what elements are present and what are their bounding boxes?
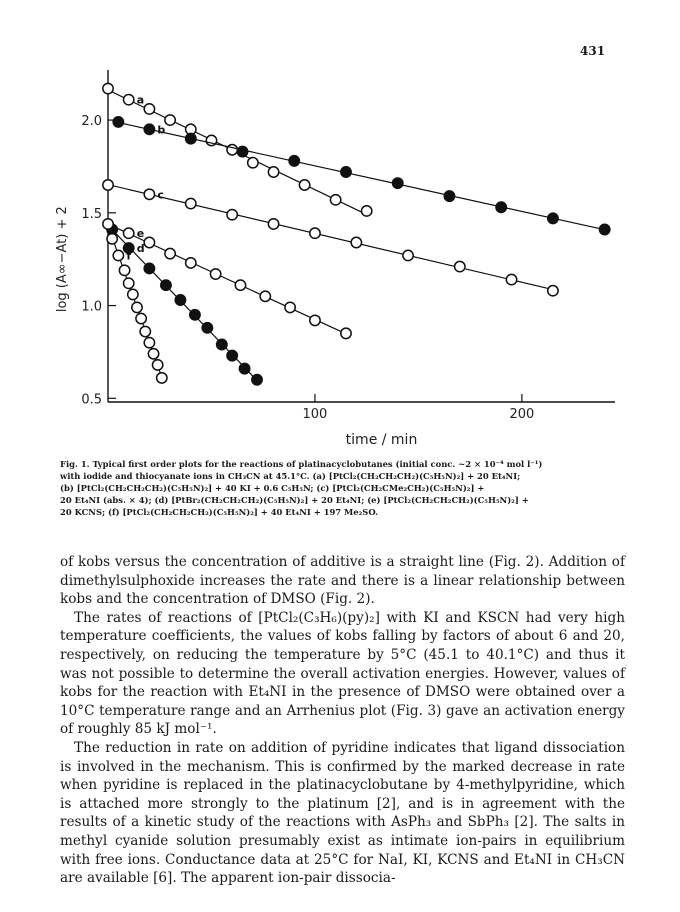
- data-point: [455, 261, 465, 271]
- data-point: [186, 198, 196, 208]
- body-paragraph: The rates of reactions of [PtCl₂(C₃H₆)(py)₂] with KI and KSCN had very high temperature coefficients, the values of kobs falling by factors of about 6 and 20, respectively, on reducing the temperature by 5°C (45.1 to 40.1°C) and thus it was not possible to determine the overall activation energies. However, values of kobs for the reaction with Et₄NI in the presence of DMSO were obtained over a 10°C temperature range and an Arrhenius plot (Fig. 3) gave an activation energy of roughly 85 kJ mol⁻¹.: [60, 609, 625, 738]
- data-point: [260, 291, 270, 301]
- data-point: [252, 375, 262, 385]
- data-point: [140, 326, 150, 336]
- y-axis-label: log (A∞−At) + 2: [55, 206, 70, 313]
- data-point: [186, 258, 196, 268]
- series-label: d: [136, 242, 145, 256]
- figure-1-chart: [50, 62, 630, 452]
- data-point: [144, 104, 154, 114]
- data-point: [103, 83, 113, 93]
- chart-series: [103, 83, 610, 385]
- data-point: [128, 289, 138, 299]
- data-point: [165, 115, 175, 125]
- x-axis-label: time / min: [345, 432, 418, 448]
- data-point: [299, 180, 309, 190]
- data-point: [227, 209, 237, 219]
- data-point: [113, 250, 123, 260]
- data-point: [119, 265, 129, 275]
- data-point: [330, 195, 340, 205]
- data-point: [165, 248, 175, 258]
- body-paragraph: The reduction in rate on addition of pyridine indicates that ligand dissociation is involved in the mechanism. This is confirmed by the marked decrease in rate when pyridine is replaced in the platinacyclobutane by 4-methylpyridine, which is attached more strongly to the platinum [2], and is in agreement with the results of a kinetic study of the reactions with AsPh₃ and SbPh₃ [2]. The salts in methyl cyanide solution presumably exist as intimate ion-pairs in equilibrium with free ions. Conductance data at 25°C for NaI, KI, KCNS and Et₄NI in CH₃CN are available [6]. The apparent ion-pair dissocia-: [60, 739, 625, 887]
- caption-line: with iodide and thiocyanate ions in CH₃CN at 45.1°C. (a) [PtCl₂(CH₂CH₂CH₂)(C₅H₅N)₂] + 20 Et₄NI;: [60, 471, 521, 481]
- data-point: [144, 263, 154, 273]
- data-point: [210, 269, 220, 279]
- data-point: [157, 373, 167, 383]
- data-point: [144, 189, 154, 199]
- data-point: [175, 295, 185, 305]
- data-point: [248, 158, 258, 168]
- data-point: [123, 228, 133, 238]
- data-point: [393, 178, 403, 188]
- data-point: [237, 146, 247, 156]
- data-point: [341, 167, 351, 177]
- series-label: b: [157, 123, 166, 137]
- series-label: a: [136, 93, 145, 107]
- series-label: e: [136, 227, 145, 241]
- data-point: [548, 286, 558, 296]
- data-point: [227, 350, 237, 360]
- caption-line: 20 KCNS; (f) [PtCl₂(CH₂CH₂CH₂)(C₅H₅N)₂] + 40 Et₄NI + 197 Me₂SO.: [60, 507, 379, 517]
- data-point: [361, 206, 371, 216]
- data-point: [548, 213, 558, 223]
- body-paragraph: of kobs versus the concentration of additive is a straight line (Fig. 2). Addition of dimethylsulphoxide increases the rate and there is a linear relationship between kobs and the concentration of DMSO (Fig. 2).: [60, 554, 625, 608]
- data-point: [285, 302, 295, 312]
- data-point: [268, 219, 278, 229]
- data-point: [186, 133, 196, 143]
- series-b: [113, 117, 610, 235]
- y-tick-label: 2.0: [81, 114, 102, 130]
- caption-line: (b) [PtCl₂(CH₂CH₂CH₂)(C₅H₅N)₂] + 40 KI + 0.6 C₅H₅N; (c) [PtCl₂(CH₂CMe₂CH₂)(C₅H₅N)₂] +: [60, 483, 485, 493]
- y-tick-label: 0.5: [81, 392, 102, 408]
- data-point: [144, 237, 154, 247]
- data-point: [289, 156, 299, 166]
- data-point: [444, 191, 454, 201]
- y-tick-label: 1.0: [81, 299, 102, 315]
- data-point: [310, 228, 320, 238]
- data-point: [103, 219, 113, 229]
- data-point: [268, 167, 278, 177]
- data-point: [496, 202, 506, 212]
- data-point: [152, 360, 162, 370]
- body-text: [60, 553, 625, 888]
- data-point: [403, 250, 413, 260]
- page-number: 431: [580, 44, 606, 58]
- data-point: [217, 339, 227, 349]
- data-point: [161, 280, 171, 290]
- data-point: [144, 337, 154, 347]
- data-point: [506, 274, 516, 284]
- data-point: [310, 315, 320, 325]
- x-tick-label: 200: [509, 407, 535, 422]
- data-point: [341, 328, 351, 338]
- data-point: [235, 280, 245, 290]
- data-point: [227, 145, 237, 155]
- series-d: [107, 224, 262, 385]
- data-point: [132, 302, 142, 312]
- data-point: [239, 363, 249, 373]
- data-point: [190, 310, 200, 320]
- data-point: [123, 278, 133, 288]
- data-point: [107, 234, 117, 244]
- data-point: [351, 237, 361, 247]
- data-point: [144, 124, 154, 134]
- data-point: [103, 180, 113, 190]
- data-point: [202, 323, 212, 333]
- data-point: [148, 349, 158, 359]
- data-point: [113, 117, 123, 127]
- data-point: [599, 224, 609, 234]
- data-point: [123, 94, 133, 104]
- x-tick-label: 100: [302, 407, 328, 422]
- data-point: [136, 313, 146, 323]
- figure-caption: [60, 458, 620, 518]
- series-label: c: [157, 188, 164, 202]
- caption-line: Fig. 1. Typical first order plots for the reactions of platinacyclobutanes (initial conc. ~2 × 10⁻⁴ mol l⁻¹): [60, 459, 543, 469]
- y-tick-label: 1.5: [81, 206, 102, 222]
- series-label: f: [126, 249, 132, 263]
- caption-line: 20 Et₄NI (abs. × 4); (d) [PtBr₂(CH₂CH₂CH₂)(C₅H₅N)₂] + 20 Et₄NI; (e) [PtCl₂(CH₂CH₂CH₂)(C₅H₅N)₂] +: [60, 495, 529, 505]
